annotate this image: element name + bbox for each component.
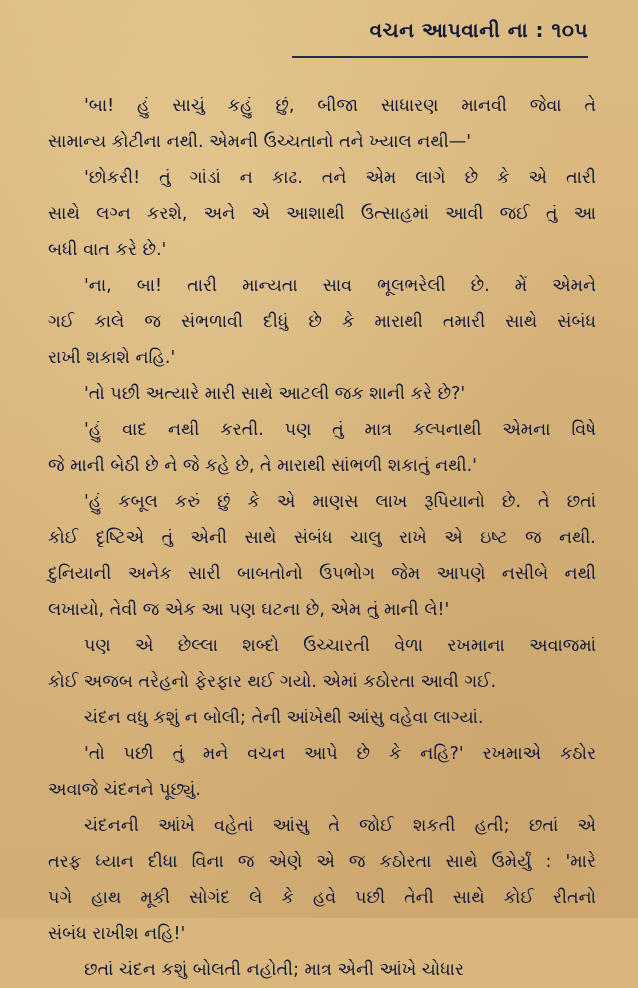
text-line: પગે હાથ મૂકી સોગંદ લે કે હવે પછી તેની સાથે કોઈ રીતનો (48, 888, 596, 908)
paragraph (48, 376, 596, 412)
paragraph (48, 952, 596, 988)
header-rule (292, 56, 588, 58)
paragraph (48, 736, 596, 808)
text-line: લખાયો, તેવી જ એક આ પણ ઘટના છે, એમ તું માની લે!' (48, 600, 450, 620)
text-line: અવાજે ચંદનને પૂછ્યું. (48, 780, 201, 800)
text-line: દુનિયાની અનેક સારી બાબતોનો ઉપભોગ જેમ આપણે નસીબે નથી (48, 564, 596, 584)
text-line: તરફ ધ્યાન દીધા વિના જ એણે એ જ કઠોરતા સાથે ઉમેર્યું : 'મારે (48, 852, 596, 872)
text-line: 'બા! હું સાચું કહું છું, બીજા સાધારણ માનવી જેવા તે (84, 96, 596, 116)
text-line: 'હું વાદ નથી કરતી. પણ તું માત્ર કલ્પનાથી એમના વિષે (84, 420, 596, 440)
paragraph (48, 808, 596, 952)
text-line: સંબંધ રાખીશ નહિ!' (48, 924, 186, 944)
text-line: 'ના, બા! તારી માન્યતા સાવ ભૂલભરેલી છે. મેં એમને (84, 276, 596, 296)
paragraph (48, 268, 596, 376)
text-line: 'તો પછી અત્યારે મારી સાથે આટલી જક શાની કરે છે?' (84, 384, 466, 404)
text-line: કોઈ અજબ તરેહનો ફેરફાર થઈ ગયો. એમાં કઠોરતા આવી ગઈ. (48, 672, 497, 692)
text-line: પણ એ છેલ્લા શબ્દો ઉચ્ચારતી વેળા રખમાના અવાજમાં (84, 636, 596, 656)
text-line: ચંદનની આંખે વહેતાં આંસુ તે જોઈ શકતી હતી; છતાં એ (84, 816, 596, 836)
text-line: 'તો પછી તું મને વચન આપે છે કે નહિ?' રખમાએ કઠોર (84, 744, 596, 764)
paragraph (48, 484, 596, 628)
running-head: વચન આપવાની ના : ૧૦૫ (369, 18, 588, 42)
paragraph (48, 700, 596, 736)
text-line: ગઈ કાલે જ સંભળાવી દીધું છે કે મારાથી તમારી સાથે સંબંધ (48, 312, 596, 332)
paragraph (48, 412, 596, 484)
paragraph (48, 628, 596, 700)
text-line: છતાં ચંદન કશું બોલતી નહોતી; માત્ર એની આંખે ચોધાર (84, 960, 464, 980)
text-line: 'છોકરી! તું ગાંડાં ન કાઢ. તને એમ લાગે છે કે એ તારી (84, 168, 596, 188)
text-line: ચંદન વધુ કશું ન બોલી; તેની આંખેથી આંસુ વહેવા લાગ્યાં. (84, 708, 484, 728)
text-line: 'હું કબૂલ કરું છું કે એ માણસ લાખ રૂપિયાનો છે. તે છતાં (84, 492, 596, 512)
text-line: સાથે લગ્ન કરશે, અને એ આશાથી ઉત્સાહમાં આવી જઈ તું આ (48, 204, 596, 224)
text-line: કોઈ દૃષ્ટિએ તું એની સાથે સંબંધ ચાલુ રાખે એ ઇષ્ટ જ નથી. (48, 528, 596, 548)
body-text (48, 88, 596, 988)
text-line: સામાન્ય કોટીના નથી. એમની ઉચ્ચતાનો તને ખ્યાલ નથી—' (48, 132, 472, 152)
paragraph (48, 88, 596, 160)
paragraph (48, 160, 596, 268)
text-line: રાખી શકાશે નહિ.' (48, 348, 176, 368)
text-line: બધી વાત કરે છે.' (48, 240, 167, 260)
text-line: જે માની બેઠી છે ને જે કહે છે, તે મારાથી સાંભળી શકાતું નથી.' (48, 456, 477, 476)
